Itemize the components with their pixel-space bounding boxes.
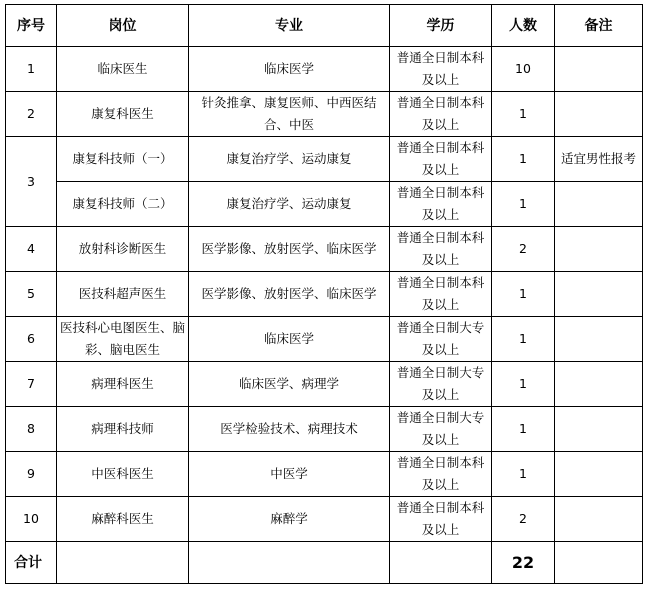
row-major: 康复治疗学、运动康复 bbox=[189, 182, 390, 227]
row-education: 普通全日制本科及以上 bbox=[390, 272, 492, 317]
row-position: 康复科技师（二） bbox=[57, 182, 189, 227]
table-row bbox=[6, 497, 643, 542]
row-education: 普通全日制本科及以上 bbox=[390, 92, 492, 137]
row-major: 临床医学 bbox=[189, 47, 390, 92]
total-row bbox=[6, 542, 643, 584]
header-position: 岗位 bbox=[57, 5, 189, 47]
row-major: 麻醉学 bbox=[189, 497, 390, 542]
row-remark bbox=[555, 317, 643, 362]
row-major: 中医学 bbox=[189, 452, 390, 497]
row-index: 8 bbox=[6, 407, 57, 452]
row-education: 普通全日制大专及以上 bbox=[390, 317, 492, 362]
total-empty-education bbox=[390, 542, 492, 584]
row-remark bbox=[555, 407, 643, 452]
row-remark bbox=[555, 452, 643, 497]
recruitment-table bbox=[5, 4, 643, 584]
row-index: 2 bbox=[6, 92, 57, 137]
row-major: 临床医学、病理学 bbox=[189, 362, 390, 407]
row-major: 临床医学 bbox=[189, 317, 390, 362]
row-remark bbox=[555, 92, 643, 137]
row-remark bbox=[555, 362, 643, 407]
row-remark bbox=[555, 227, 643, 272]
table-row bbox=[6, 47, 643, 92]
table-row bbox=[6, 182, 643, 227]
row-remark bbox=[555, 497, 643, 542]
row-education: 普通全日制大专及以上 bbox=[390, 407, 492, 452]
row-index: 4 bbox=[6, 227, 57, 272]
header-remark: 备注 bbox=[555, 5, 643, 47]
table-row bbox=[6, 362, 643, 407]
row-position: 放射科诊断医生 bbox=[57, 227, 189, 272]
row-major: 康复治疗学、运动康复 bbox=[189, 137, 390, 182]
row-position: 病理科技师 bbox=[57, 407, 189, 452]
row-position: 康复科技师（一） bbox=[57, 137, 189, 182]
header-row bbox=[6, 5, 643, 47]
row-count: 1 bbox=[492, 272, 555, 317]
row-education: 普通全日制本科及以上 bbox=[390, 452, 492, 497]
row-major: 医学影像、放射医学、临床医学 bbox=[189, 227, 390, 272]
header-major: 专业 bbox=[189, 5, 390, 47]
row-education: 普通全日制本科及以上 bbox=[390, 137, 492, 182]
row-count: 1 bbox=[492, 362, 555, 407]
row-index: 6 bbox=[6, 317, 57, 362]
header-index: 序号 bbox=[6, 5, 57, 47]
row-remark bbox=[555, 47, 643, 92]
row-count: 1 bbox=[492, 92, 555, 137]
row-education: 普通全日制本科及以上 bbox=[390, 47, 492, 92]
table-row bbox=[6, 317, 643, 362]
row-count: 1 bbox=[492, 182, 555, 227]
row-count: 2 bbox=[492, 227, 555, 272]
row-count: 2 bbox=[492, 497, 555, 542]
row-major: 医学检验技术、病理技术 bbox=[189, 407, 390, 452]
row-index: 3 bbox=[6, 137, 57, 227]
table-row bbox=[6, 452, 643, 497]
row-education: 普通全日制本科及以上 bbox=[390, 227, 492, 272]
row-major: 针灸推拿、康复医师、中西医结合、中医 bbox=[189, 92, 390, 137]
total-empty-major bbox=[189, 542, 390, 584]
row-count: 10 bbox=[492, 47, 555, 92]
row-position: 临床医生 bbox=[57, 47, 189, 92]
row-index: 10 bbox=[6, 497, 57, 542]
row-count: 1 bbox=[492, 407, 555, 452]
total-count: 22 bbox=[492, 542, 555, 584]
row-position: 麻醉科医生 bbox=[57, 497, 189, 542]
row-count: 1 bbox=[492, 452, 555, 497]
row-position: 康复科医生 bbox=[57, 92, 189, 137]
row-remark bbox=[555, 182, 643, 227]
row-index: 9 bbox=[6, 452, 57, 497]
row-index: 1 bbox=[6, 47, 57, 92]
row-index: 5 bbox=[6, 272, 57, 317]
row-major: 医学影像、放射医学、临床医学 bbox=[189, 272, 390, 317]
row-education: 普通全日制大专及以上 bbox=[390, 362, 492, 407]
total-empty-remark bbox=[555, 542, 643, 584]
row-education: 普通全日制本科及以上 bbox=[390, 182, 492, 227]
row-position: 医技科心电图医生、脑彩、脑电医生 bbox=[57, 317, 189, 362]
total-label: 合计 bbox=[6, 542, 57, 584]
header-education: 学历 bbox=[390, 5, 492, 47]
row-position: 中医科医生 bbox=[57, 452, 189, 497]
row-education: 普通全日制本科及以上 bbox=[390, 497, 492, 542]
total-empty-position bbox=[57, 542, 189, 584]
row-position: 病理科医生 bbox=[57, 362, 189, 407]
row-position: 医技科超声医生 bbox=[57, 272, 189, 317]
row-remark: 适宜男性报考 bbox=[555, 137, 643, 182]
row-remark bbox=[555, 272, 643, 317]
table-row bbox=[6, 272, 643, 317]
row-count: 1 bbox=[492, 317, 555, 362]
table-row bbox=[6, 92, 643, 137]
row-count: 1 bbox=[492, 137, 555, 182]
row-index: 7 bbox=[6, 362, 57, 407]
header-count: 人数 bbox=[492, 5, 555, 47]
table-row bbox=[6, 407, 643, 452]
table-row bbox=[6, 227, 643, 272]
table-row bbox=[6, 137, 643, 182]
